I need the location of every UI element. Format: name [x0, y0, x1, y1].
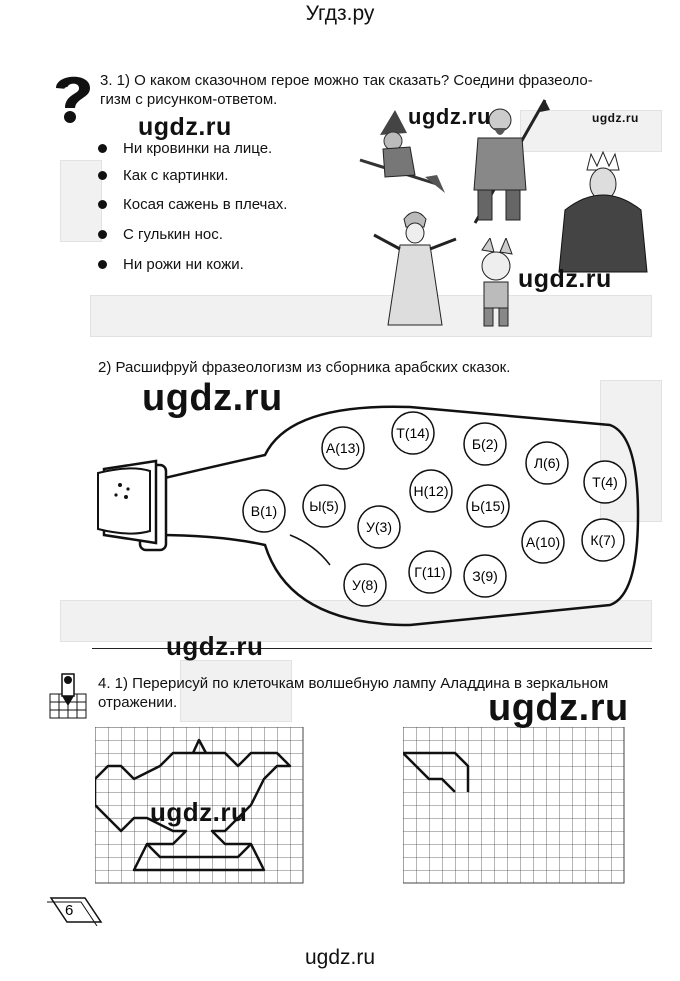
task3-part2-text: 2) Расшифруй фразеологизм из сборника арабских сказок. [98, 359, 511, 376]
svg-text:Н(12): Н(12) [413, 483, 449, 499]
watermark: ugdz.ru [166, 631, 264, 661]
svg-text:В(1): В(1) [250, 503, 278, 519]
task4-text-line1: 4. 1) Перерисуй по клеточкам волшебную лампу Аладдина в зеркальном [98, 675, 609, 692]
svg-text:Ь(15): Ь(15) [470, 498, 506, 514]
svg-text:К(7): К(7) [590, 532, 616, 548]
cipher-circle [358, 506, 400, 548]
cipher-circle [409, 551, 451, 593]
watermark: ugdz.ru [518, 265, 612, 293]
watermark: ugdz.ru [142, 377, 283, 419]
site-title: Угдз.ру [305, 2, 375, 25]
watermark: ugdz.ru [138, 113, 232, 141]
page-number-badge [45, 894, 105, 926]
svg-text:Б(2): Б(2) [471, 436, 499, 452]
idiom-text: Ни рожи ни кожи. [123, 256, 244, 273]
watermark: ugdz.ru [592, 111, 639, 125]
task4-text-line2: отражении. [98, 694, 178, 711]
watermark: ugdz.ru [408, 104, 491, 129]
cipher-circle [584, 461, 626, 503]
svg-text:У(3): У(3) [365, 519, 393, 535]
idiom-text: Косая сажень в плечах. [123, 196, 288, 213]
svg-text:А(13): А(13) [325, 440, 361, 456]
cipher-circle [522, 521, 564, 563]
page-number: 6 [65, 902, 74, 919]
task3-text-line1: 3. 1) О каком сказочном герое можно так сказать? Соедини фразеоло- [100, 72, 593, 89]
cipher-circle [303, 485, 345, 527]
svg-text:Т(4): Т(4) [592, 474, 618, 490]
cipher-circle [526, 442, 568, 484]
cipher-circle [410, 470, 452, 512]
svg-text:Л(6): Л(6) [533, 455, 561, 471]
footer-site-title: ugdz.ru [304, 946, 376, 969]
task3-text-line2: гизм с рисунком-ответом. [100, 91, 278, 108]
lamp-grid-mirror[interactable] [403, 727, 628, 892]
cipher-circle [582, 519, 624, 561]
svg-text:Т(14): Т(14) [396, 425, 430, 441]
pencil-character-icon [48, 668, 88, 720]
svg-text:Г(11): Г(11) [414, 564, 446, 580]
cipher-circle [392, 412, 434, 454]
watermark: ugdz.ru [150, 797, 248, 827]
cipher-circle [322, 427, 364, 469]
idiom-text: С гулькин нос. [123, 226, 223, 243]
cipher-circle [344, 564, 386, 606]
svg-text:У(8): У(8) [351, 577, 379, 593]
svg-text:А(10): А(10) [525, 534, 561, 550]
idiom-text: Как с картинки. [123, 167, 229, 184]
watermark: ugdz.ru [488, 687, 629, 729]
cipher-circle [467, 485, 509, 527]
cipher-circle [464, 555, 506, 597]
cipher-circle [243, 490, 285, 532]
cipher-circle [464, 423, 506, 465]
idiom-text: Ни кровинки на лице. [123, 140, 273, 157]
svg-text:Ы(5): Ы(5) [309, 498, 339, 514]
svg-text:З(9): З(9) [472, 568, 498, 584]
